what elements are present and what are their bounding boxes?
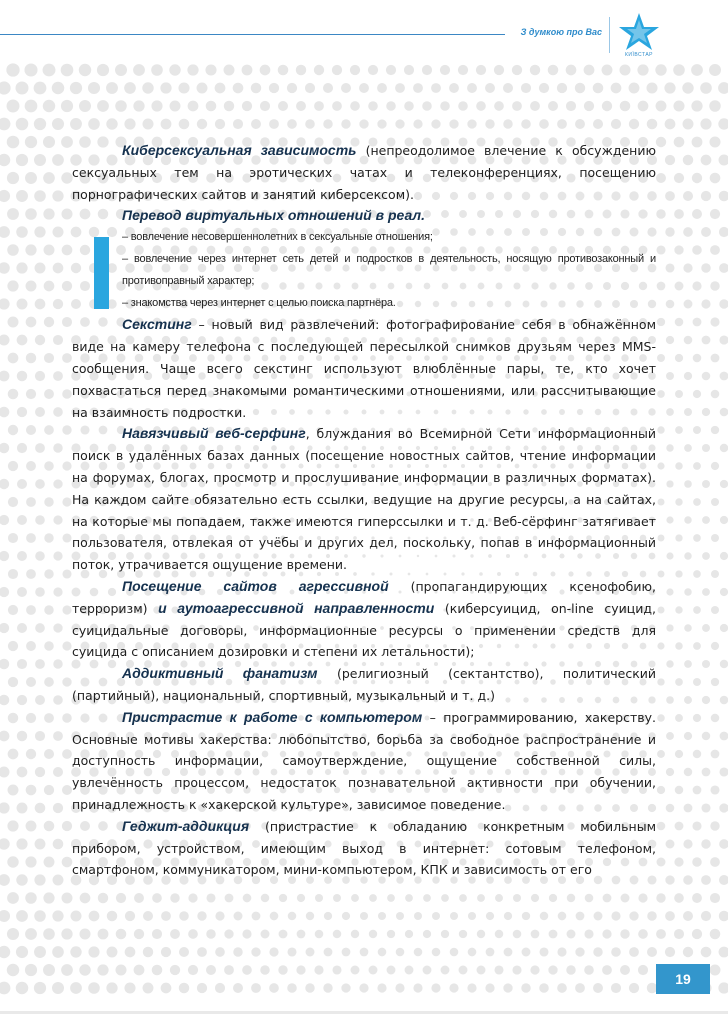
paragraph-web-surfing [72,423,656,576]
footer-rule [0,1011,728,1014]
paragraph-gadget-addiction [72,816,656,881]
logo-text: КИЇВСТАР [624,52,654,58]
page-number: 19 [656,964,710,994]
paragraph-text: – программированию, хакерству. Основные мотивы хакерства: любопытство, борьба за свободное распространение и доступность информации, самоутверждение, ощущение собственной силы, увлечённость процессом, недостаток познавательной активности при обучении, принадлежность к «хакерской культуре», зависимое поведение. [72,709,656,812]
paragraph-text: (пропагандирующих ксенофобию, терроризм) [72,578,656,616]
paragraph-text: – новый вид развлечений: фотографирование себя в обнажённом виде на камеру телефона с последующей пересылкой снимков друзьям через MMS-сообщения. Чаще всего секстинг используют влюблённые пары, те, кто хочет похвастаться перед знакомыми романтическими отношениями, или рассчитывающие на взаимность подростки. [72,317,656,420]
paragraph-sexting [72,314,656,423]
term: Навязчивый веб-серфинг [122,425,306,442]
kyivstar-logo [617,12,661,60]
header-separator [609,17,610,53]
paragraph-fanaticism [72,663,656,707]
list-item: – знакомства через интернет с целью поиска партнёра. [122,296,396,309]
term: Аддиктивный фанатизм [122,665,318,682]
star-icon [617,12,661,52]
paragraph-text: (киберсуицид, on-line суицид, суицидальные договоры, информационные ресурсы о применении средств для суицида с описанием дозировки и степени их летальности); [72,600,657,660]
list-item: – вовлечение через интернет сеть детей и подростков в деятельность, носящую противозаконный и противоправный характер; [122,252,656,287]
accent-bar [94,237,109,309]
list-item: – вовлечение несовершеннолетних в сексуальные отношения; [122,231,433,244]
paragraph-virtual-to-real [72,205,656,227]
header-title: З думкою про Вас [520,27,602,37]
term: Пристрастие к работе с компьютером [122,708,423,725]
term: Секстинг [122,316,192,333]
bullet-list [72,227,656,314]
paragraph-text: (непреодолимое влечение к обсуждению сексуальных тем на эротических чатах и телеконференциях, посещению порнографических сайтов и занятий киберсексом). [72,143,656,202]
paragraph-cybersex [72,140,656,205]
term: Перевод виртуальных отношений в реал. [122,207,426,224]
paragraph-text: , блуждания во Всемирной Сети информационный поиск в удалённых базах данных (посещение новостных сайтов, чтение информации на форумах, блогах, просмотр и прослушивание информации в различных форматах). На каждом сайте обязательно есть ссылки, ведущие на другие ресурсы, а на сайтах, на которые мы попадаем, также имеются гиперссылки и т. д. Веб-сёрфинг затягивает пользователя, отвлекая от учёбы и других дел, поскольку, попав в информационный поток, утрачивается ощущение времени. [72,426,657,573]
paragraph-computer-work [72,707,656,816]
term: Посещение сайтов агрессивной [122,577,389,594]
term: и аутоагрессивной направленности [158,599,435,616]
main-text [72,140,656,881]
header-rule [0,34,505,35]
paragraph-text: (пристрастие к обладанию конкретным мобильным прибором, устройством, имеющим выход в интернет: сотовым телефоном, смартфоном, коммуникатором, мини-компьютером, КПК и зависимость от его [72,818,656,878]
term: Геджит-аддикция [122,817,250,834]
paragraph-text: (религиозный (сектантство), политический (партийный), национальный, спортивный, музыкальный и т. д.) [72,666,656,703]
term: Киберсексуальная зависимость [122,142,357,158]
paragraph-aggressive-sites [72,576,656,663]
